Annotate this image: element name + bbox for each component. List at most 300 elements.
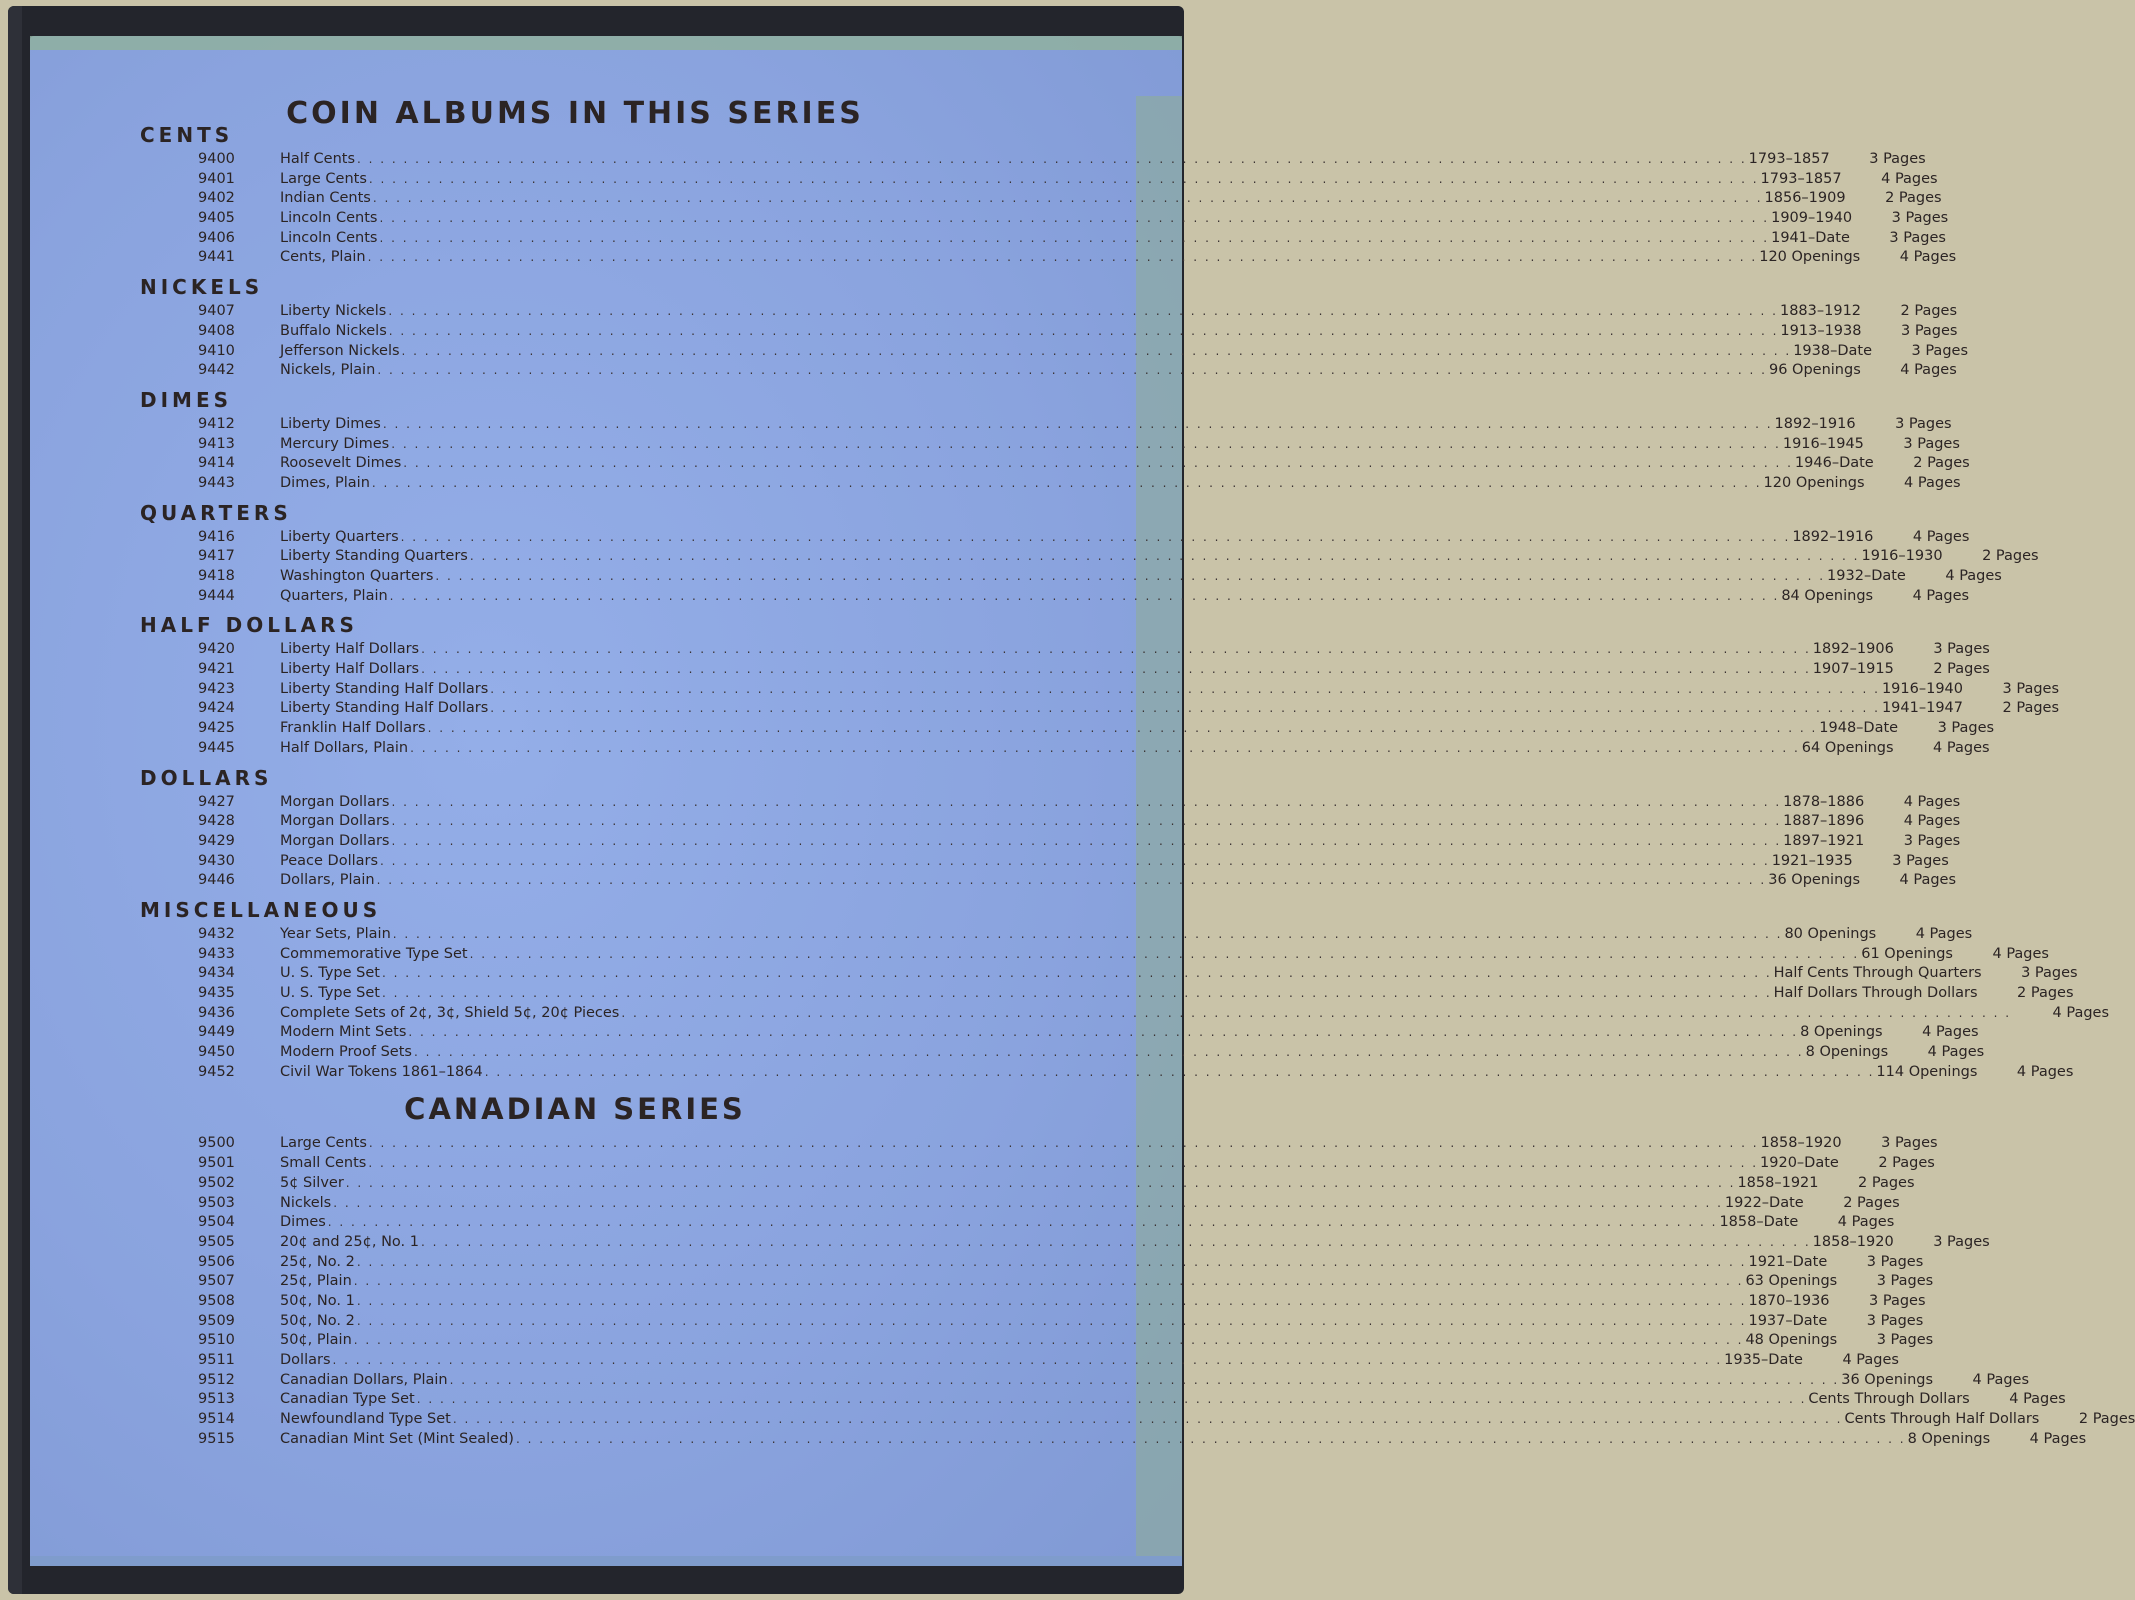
dot-leader: . . . . . . . . . . . . . . . . . . . . . . . . . . . . . . . . . . . . . . . . . . . . . . . . . . . . . . . . . . . . . . . . . . . . . . . . . . . . . . . . . . . . . . . . . . . . . . . . . . . . . . . . . . . . . . . . . . . . . . . . bbox=[388, 304, 1778, 319]
album-pages: 3 Pages bbox=[1903, 832, 1961, 849]
dot-leader: . . . . . . . . . . . . . . . . . . . . . . . . . . . . . . . . . . . . . . . . . . . . . . . . . . . . . . . . . . . . . . . . . . . . . . . . . . . . . . . . . . . . . . . . . . . . . . . . . . . . . . . . . . . . . . . . . . . . . . . . bbox=[410, 740, 1800, 755]
album-pages: 4 Pages bbox=[2009, 1391, 2066, 1408]
album-detail: 8 Openings bbox=[1805, 1044, 1889, 1061]
album-row bbox=[140, 832, 1961, 852]
catalog-content bbox=[140, 94, 2135, 1449]
album-detail: 1858–1920 bbox=[1812, 1233, 1894, 1250]
dot-leader: . . . . . . . . . . . . . . . . . . . . . . . . . . . . . . . . . . . . . . . . . . . . . . . . . . . . . . . . . . . . . . . . . . . . . . . . . . . . . . . . . . . . . . . . . . . . . . . . . . . . . . . . . . . . . . . . . . . . . . . . bbox=[427, 721, 1818, 736]
album-number: 9450 bbox=[198, 1044, 235, 1061]
dot-leader: . . . . . . . . . . . . . . . . . . . . . . . . . . . . . . . . . . . . . . . . . . . . . . . . . . . . . . . . . . . . . . . . . . . . . . . . . . . . . . . . . . . . . . . . . . . . . . . . . . . . . . . . . . . . . . . . . . . . . . . . bbox=[421, 662, 1811, 677]
album-name: Half Cents bbox=[280, 151, 356, 167]
dot-leader: . . . . . . . . . . . . . . . . . . . . . . . . . . . . . . . . . . . . . . . . . . . . . . . . . . . . . . . . . . . . . . . . . . . . . . . . . . . . . . . . . . . . . . . . . . . . . . . . . . . . . . . . . . . . . . . . . . . . . . . . bbox=[490, 701, 1880, 716]
album-row bbox=[140, 454, 1970, 474]
album-detail: 1935–Date bbox=[1724, 1352, 1803, 1368]
album-name: Nickels bbox=[280, 1194, 332, 1211]
album-detail: 120 Openings bbox=[1759, 249, 1861, 266]
album-pages: 2 Pages bbox=[1843, 1194, 1900, 1211]
canadian-series-title: CANADIAN SERIES bbox=[404, 1092, 746, 1127]
album-name: Large Cents bbox=[280, 170, 367, 187]
album-number: 9443 bbox=[198, 474, 235, 491]
dot-leader: . . . . . . . . . . . . . . . . . . . . . . . . . . . . . . . . . . . . . . . . . . . . . . . . . . . . . . . . . . . . . . . . . . . . . . . . . . . . . . . . . . . . . . . . . . . . . . . . . . . . . . . . . . . . . . . . . . . . . . . . bbox=[380, 853, 1770, 868]
dot-leader: . . . . . . . . . . . . . . . . . . . . . . . . . . . . . . . . . . . . . . . . . . . . . . . . . . . . . . . . . . . . . . . . . . . . . . . . . . . . . . . . . . . . . . . . . . . . . . . . . . . . . . . . . . . . . . . . . . . . . . . . bbox=[353, 1274, 1744, 1289]
album-name: Civil War Tokens 1861–1864 bbox=[280, 1063, 483, 1080]
dot-leader: . . . . . . . . . . . . . . . . . . . . . . . . . . . . . . . . . . . . . . . . . . . . . . . . . . . . . . . . . . . . . . . . . . . . . . . . . . . . . . . . . . . . . . . . . . . . . . . . . . . . . . . . . . . . . . . . . . . . . . . . bbox=[368, 171, 1759, 186]
album-name: Jefferson Nickels bbox=[280, 342, 400, 359]
album-row bbox=[140, 719, 1995, 739]
album-detail: 1921–1935 bbox=[1771, 852, 1853, 869]
album-name: 20¢ and 25¢, No. 1 bbox=[280, 1233, 419, 1250]
album-pages: 4 Pages bbox=[1881, 170, 1938, 187]
album-name: Canadian Type Set bbox=[280, 1391, 415, 1408]
album-number: 9445 bbox=[198, 739, 235, 756]
album-name: Morgan Dollars bbox=[280, 813, 390, 830]
section-title: QUARTERS bbox=[140, 500, 292, 525]
album-number: 9501 bbox=[198, 1155, 235, 1172]
album-detail: 1946–Date bbox=[1794, 455, 1874, 472]
album-pages: 3 Pages bbox=[1876, 1332, 1934, 1349]
album-name: Dimes bbox=[280, 1214, 326, 1231]
album-pages: 3 Pages bbox=[1881, 1135, 1938, 1152]
album-name: Quarters, Plain bbox=[280, 587, 388, 604]
album-pages: 2 Pages bbox=[1900, 303, 1958, 320]
album-row bbox=[140, 1213, 1895, 1233]
album-row bbox=[140, 1134, 1938, 1154]
album-detail: 1916–1945 bbox=[1782, 435, 1864, 452]
album-number: 9509 bbox=[198, 1312, 235, 1329]
dot-leader: . . . . . . . . . . . . . . . . . . . . . . . . . . . . . . . . . . . . . . . . . . . . . . . . . . . . . . . . . . . . . . . . . . . . . . . . . . . . . . . . . . . . . . . . . . . . . . . . . . . . . . . . . . . . . . . . . . . . . . . . bbox=[333, 1195, 1723, 1210]
section-group bbox=[140, 610, 2060, 758]
album-row bbox=[140, 984, 2074, 1004]
album-number: 9514 bbox=[198, 1411, 235, 1428]
album-pages: 2 Pages bbox=[1913, 455, 1970, 472]
album-number: 9405 bbox=[198, 210, 235, 227]
album-pages: 4 Pages bbox=[1904, 474, 1961, 491]
page-title: COIN ALBUMS IN THIS SERIES bbox=[286, 96, 864, 131]
album-detail: 114 Openings bbox=[1876, 1063, 1978, 1080]
album-name: Peace Dollars bbox=[280, 852, 379, 869]
album-row bbox=[140, 209, 1949, 229]
album-name: Franklin Half Dollars bbox=[280, 720, 426, 737]
album-detail: 1907–1915 bbox=[1812, 661, 1894, 678]
dot-leader: . . . . . . . . . . . . . . . . . . . . . . . . . . . . . . . . . . . . . . . . . . . . . . . . . . . . . . . . . . . . . . . . . . . . . . . . . . . . . . . . . . . . . . . . . . . . . . . . . . . . . . . . . . . . . . . . . . . . . . . . bbox=[469, 946, 1860, 961]
album-pages: 4 Pages bbox=[1903, 813, 1961, 830]
album-pages: 4 Pages bbox=[1912, 528, 1970, 545]
album-name: Small Cents bbox=[280, 1155, 367, 1172]
album-name: Liberty Half Dollars bbox=[280, 661, 420, 678]
album-name: Newfoundland Type Set bbox=[280, 1411, 451, 1428]
album-row bbox=[140, 640, 1990, 660]
album-detail: 1920–Date bbox=[1760, 1155, 1839, 1172]
album-pages: 3 Pages bbox=[1933, 641, 1990, 658]
album-pages: 2 Pages bbox=[2078, 1411, 2135, 1428]
album-row bbox=[140, 945, 2049, 965]
album-number: 9401 bbox=[198, 170, 235, 187]
album-row bbox=[140, 474, 1961, 494]
dot-leader: . . . . . . . . . . . . . . . . . . . . . . . . . . . . . . . . . . . . . . . . . . . . . . . . . . . . . . . . . . . . . . . . . . . . . . . . . . . . . . . . . . . . . . . . . . . . . . . . . . . . . . . . . . . . . . . . . . . . . . . . bbox=[353, 1333, 1744, 1348]
us-series-sections bbox=[140, 120, 2110, 1082]
album-number: 9433 bbox=[198, 945, 235, 962]
binder-spine bbox=[8, 6, 22, 1594]
album-detail: Half Dollars Through Dollars bbox=[1773, 985, 1978, 1001]
album-detail: 1793–1857 bbox=[1760, 170, 1842, 187]
section-title: HALF DOLLARS bbox=[140, 613, 358, 638]
album-pages: 4 Pages bbox=[1900, 362, 1957, 379]
album-pages: 2 Pages bbox=[1933, 661, 1990, 678]
album-row bbox=[140, 852, 1949, 872]
dot-leader: . . . . . . . . . . . . . . . . . . . . . . . . . . . . . . . . . . . . . . . . . . . . . . . . . . . . . . . . . . . . . . . . . . . . . . . . . . . . . . . . . . . . . . . . . . . . . . . . . . . . . . . . . . . . . . . . . . . . . . . . bbox=[332, 1353, 1723, 1367]
album-row bbox=[140, 189, 1942, 209]
album-pages: 4 Pages bbox=[1992, 945, 2049, 962]
section-group bbox=[140, 895, 2110, 1083]
album-pages: 4 Pages bbox=[2052, 1004, 2110, 1021]
album-name: 50¢, No. 2 bbox=[280, 1312, 355, 1329]
album-row bbox=[140, 415, 1952, 435]
album-name: Canadian Dollars, Plain bbox=[280, 1371, 448, 1388]
album-pages: 3 Pages bbox=[1903, 435, 1960, 452]
album-row bbox=[140, 1063, 2074, 1083]
album-name: Liberty Nickels bbox=[280, 303, 387, 320]
album-detail: 1948–Date bbox=[1819, 720, 1899, 737]
album-detail: 1941–1947 bbox=[1881, 700, 1964, 717]
dot-leader: . . . . . . . . . . . . . . . . . . . . . . . . . . . . . . . . . . . . . . . . . . . . . . . . . . . . . . . . . . . . . . . . . . . . . . . . . . . . . . . . . . . . . . . . . . . . . . . . . . . . . . . . . . . . . . . . . . . . . . . . bbox=[416, 1392, 1807, 1407]
dot-leader: . . . . . . . . . . . . . . . . . . . . . . . . . . . . . . . . . . . . . . . . . . . . . . . . . . . . . . . . . . . . . . . . . . . . . . . . . . . . . . . . . . . . . . . . . . . . . . . . . . . . . . . . . . . . . . . . . . . . . . . . bbox=[621, 1005, 2012, 1020]
album-detail: Cents Through Dollars bbox=[1808, 1391, 1970, 1408]
album-name: Commemorative Type Set bbox=[280, 945, 468, 962]
album-row bbox=[140, 322, 1958, 342]
dot-leader: . . . . . . . . . . . . . . . . . . . . . . . . . . . . . . . . . . . . . . . . . . . . . . . . . . . . . . . . . . . . . . . . . . . . . . . . . . . . . . . . . . . . . . . . . . . . . . . . . . . . . . . . . . . . . . . . . . . . . . . . bbox=[357, 152, 1747, 166]
album-number: 9507 bbox=[198, 1273, 235, 1290]
album-number: 9505 bbox=[198, 1233, 235, 1250]
album-detail: 64 Openings bbox=[1801, 739, 1894, 756]
album-detail: 63 Openings bbox=[1745, 1273, 1838, 1290]
canadian-series-list bbox=[140, 1134, 2135, 1449]
album-row bbox=[140, 1272, 1934, 1292]
album-row bbox=[140, 1351, 1899, 1371]
album-row bbox=[140, 1253, 1924, 1273]
album-detail: 1913–1938 bbox=[1780, 322, 1862, 339]
album-number: 9512 bbox=[198, 1371, 235, 1388]
album-row bbox=[140, 1312, 1924, 1332]
album-name: Large Cents bbox=[280, 1135, 367, 1152]
album-name: Liberty Half Dollars bbox=[280, 641, 420, 658]
album-name: Liberty Quarters bbox=[280, 528, 399, 545]
album-row bbox=[140, 342, 1968, 362]
album-number: 9500 bbox=[198, 1135, 235, 1152]
album-pages: 4 Pages bbox=[1922, 1024, 1979, 1041]
album-detail: 1856–1909 bbox=[1764, 190, 1846, 207]
album-detail: Cents Through Half Dollars bbox=[1844, 1411, 2040, 1428]
album-row bbox=[140, 1410, 2135, 1430]
album-name: Liberty Standing Quarters bbox=[280, 548, 468, 565]
dot-leader: . . . . . . . . . . . . . . . . . . . . . . . . . . . . . . . . . . . . . . . . . . . . . . . . . . . . . . . . . . . . . . . . . . . . . . . . . . . . . . . . . . . . . . . . . . . . . . . . . . . . . . . . . . . . . . . . . . . . . . . . bbox=[388, 323, 1779, 338]
album-detail: Half Cents Through Quarters bbox=[1773, 965, 1982, 982]
album-name: Liberty Standing Half Dollars bbox=[280, 680, 489, 697]
dot-leader: . . . . . . . . . . . . . . . . . . . . . . . . . . . . . . . . . . . . . . . . . . . . . . . . . . . . . . . . . . . . . . . . . . . . . . . . . . . . . . . . . . . . . . . . . . . . . . . . . . . . . . . . . . . . . . . . . . . . . . . . bbox=[379, 211, 1770, 226]
album-row bbox=[140, 1390, 2066, 1410]
album-row bbox=[140, 812, 1961, 832]
album-name: Dimes, Plain bbox=[280, 474, 370, 491]
album-row bbox=[140, 302, 1958, 322]
album-number: 9446 bbox=[198, 872, 235, 889]
album-number: 9413 bbox=[198, 435, 235, 452]
dot-leader: . . . . . . . . . . . . . . . . . . . . . . . . . . . . . . . . . . . . . . . . . . . . . . . . . . . . . . . . . . . . . . . . . . . . . . . . . . . . . . . . . . . . . . . . . . . . . . . . . . . . . . . . . . . . . . . . . . . . . . . . bbox=[469, 549, 1860, 564]
album-number: 9508 bbox=[198, 1292, 235, 1309]
dot-leader: . . . . . . . . . . . . . . . . . . . . . . . . . . . . . . . . . . . . . . . . . . . . . . . . . . . . . . . . . . . . . . . . . . . . . . . . . . . . . . . . . . . . . . . . . . . . . . . . . . . . . . . . . . . . . . . . . . . . . . . . bbox=[371, 475, 1762, 490]
album-number: 9420 bbox=[198, 641, 235, 658]
album-detail: 1878–1886 bbox=[1783, 793, 1865, 810]
section-group bbox=[140, 385, 1970, 494]
section-group bbox=[140, 498, 2039, 607]
album-name: 25¢, No. 2 bbox=[280, 1253, 355, 1270]
album-row bbox=[140, 739, 1990, 759]
album-detail: 80 Openings bbox=[1784, 925, 1877, 942]
page-top-band bbox=[30, 36, 1182, 50]
album-detail: 1916–1930 bbox=[1861, 548, 1943, 565]
album-number: 9513 bbox=[198, 1391, 235, 1408]
dot-leader: . . . . . . . . . . . . . . . . . . . . . . . . . . . . . . . . . . . . . . . . . . . . . . . . . . . . . . . . . . . . . . . . . . . . . . . . . . . . . . . . . . . . . . . . . . . . . . . . . . . . . . . . . . . . . . . . . . . . . . . . bbox=[400, 529, 1791, 544]
album-number: 9412 bbox=[198, 415, 235, 432]
album-number: 9424 bbox=[198, 700, 235, 717]
album-pages: 4 Pages bbox=[1899, 249, 1957, 266]
album-pages: 2 Pages bbox=[1885, 190, 1942, 207]
album-pages: 4 Pages bbox=[1927, 1044, 1985, 1061]
album-pages: 3 Pages bbox=[2021, 965, 2078, 982]
album-row bbox=[140, 1233, 1990, 1253]
album-row bbox=[140, 1331, 1934, 1351]
album-name: Morgan Dollars bbox=[280, 832, 390, 849]
album-name: Half Dollars, Plain bbox=[280, 739, 409, 756]
album-detail: 1870–1936 bbox=[1748, 1292, 1830, 1309]
album-number: 9416 bbox=[198, 528, 235, 545]
album-number: 9423 bbox=[198, 680, 235, 697]
album-pages: 2 Pages bbox=[1878, 1155, 1935, 1172]
dot-leader: . . . . . . . . . . . . . . . . . . . . . . . . . . . . . . . . . . . . . . . . . . . . . . . . . . . . . . . . . . . . . . . . . . . . . . . . . . . . . . . . . . . . . . . . . . . . . . . . . . . . . . . . . . . . . . . . . . . . . . . . bbox=[367, 250, 1758, 265]
album-row bbox=[140, 587, 1970, 607]
album-pages: 3 Pages bbox=[1891, 210, 1949, 227]
album-name: Buffalo Nickels bbox=[280, 322, 387, 339]
dot-leader: . . . . . . . . . . . . . . . . . . . . . . . . . . . . . . . . . . . . . . . . . . . . . . . . . . . . . . . . . . . . . . . . . . . . . . . . . . . . . . . . . . . . . . . . . . . . . . . . . . . . . . . . . . . . . . . . . . . . . . . . bbox=[356, 1254, 1747, 1269]
album-row bbox=[140, 150, 1926, 170]
album-detail: 84 Openings bbox=[1781, 587, 1874, 604]
dot-leader: . . . . . . . . . . . . . . . . . . . . . . . . . . . . . . . . . . . . . . . . . . . . . . . . . . . . . . . . . . . . . . . . . . . . . . . . . . . . . . . . . . . . . . . . . . . . . . . . . . . . . . . . . . . . . . . . . . . . . . . . bbox=[391, 833, 1782, 848]
album-name: Lincoln Cents bbox=[280, 229, 378, 246]
album-row bbox=[140, 793, 1961, 813]
page-bottom-band bbox=[30, 1556, 1182, 1566]
dot-leader: . . . . . . . . . . . . . . . . . . . . . . . . . . . . . . . . . . . . . . . . . . . . . . . . . . . . . . . . . . . . . . . . . . . . . . . . . . . . . . . . . . . . . . . . . . . . . . . . . . . . . . . . . . . . . . . . . . . . . . . . bbox=[484, 1064, 1875, 1079]
album-number: 9429 bbox=[198, 832, 235, 849]
dot-leader: . . . . . . . . . . . . . . . . . . . . . . . . . . . . . . . . . . . . . . . . . . . . . . . . . . . . . . . . . . . . . . . . . . . . . . . . . . . . . . . . . . . . . . . . . . . . . . . . . . . . . . . . . . . . . . . . . . . . . . . . bbox=[327, 1215, 1718, 1230]
album-row bbox=[140, 1194, 1900, 1214]
album-number: 9432 bbox=[198, 925, 235, 942]
album-pages: 4 Pages bbox=[1915, 925, 1973, 942]
album-name: Nickels, Plain bbox=[280, 362, 376, 379]
dot-leader: . . . . . . . . . . . . . . . . . . . . . . . . . . . . . . . . . . . . . . . . . . . . . . . . . . . . . . . . . . . . . . . . . . . . . . . . . . . . . . . . . . . . . . . . . . . . . . . . . . . . . . . . . . . . . . . . . . . . . . . . bbox=[392, 926, 1783, 941]
album-number: 9427 bbox=[198, 793, 235, 810]
album-row bbox=[140, 964, 2078, 984]
dot-leader: . . . . . . . . . . . . . . . . . . . . . . . . . . . . . . . . . . . . . . . . . . . . . . . . . . . . . . . . . . . . . . . . . . . . . . . . . . . . . . . . . . . . . . . . . . . . . . . . . . . . . . . . . . . . . . . . . . . . . . . . bbox=[345, 1175, 1736, 1190]
album-row bbox=[140, 660, 1990, 680]
album-number: 9414 bbox=[198, 455, 235, 472]
album-name: Lincoln Cents bbox=[280, 210, 378, 227]
dot-leader: . . . . . . . . . . . . . . . . . . . . . . . . . . . . . . . . . . . . . . . . . . . . . . . . . . . . . . . . . . . . . . . . . . . . . . . . . . . . . . . . . . . . . . . . . . . . . . . . . . . . . . . . . . . . . . . . . . . . . . . . bbox=[421, 642, 1811, 657]
album-pages: 4 Pages bbox=[1945, 568, 2002, 584]
dot-leader: . . . . . . . . . . . . . . . . . . . . . . . . . . . . . . . . . . . . . . . . . . . . . . . . . . . . . . . . . . . . . . . . . . . . . . . . . . . . . . . . . . . . . . . . . . . . . . . . . . . . . . . . . . . . . . . . . . . . . . . . bbox=[391, 794, 1782, 809]
album-detail: 1941–Date bbox=[1771, 229, 1850, 246]
album-number: 9408 bbox=[198, 322, 235, 339]
album-row bbox=[140, 361, 1957, 381]
album-detail: 1897–1921 bbox=[1783, 832, 1865, 849]
album-pages: 3 Pages bbox=[1895, 415, 1952, 432]
album-name: 50¢, Plain bbox=[280, 1332, 352, 1349]
section-group bbox=[140, 120, 1957, 268]
section-group bbox=[140, 763, 1961, 891]
dot-leader: . . . . . . . . . . . . . . . . . . . . . . . . . . . . . . . . . . . . . . . . . . . . . . . . . . . . . . . . . . . . . . . . . . . . . . . . . . . . . . . . . . . . . . . . . . . . . . . . . . . . . . . . . . . . . . . . . . . . . . . . bbox=[391, 436, 1781, 451]
album-name: Year Sets, Plain bbox=[280, 925, 391, 942]
album-detail: 1858–1920 bbox=[1760, 1135, 1842, 1152]
album-number: 9506 bbox=[198, 1253, 235, 1270]
album-pages: 4 Pages bbox=[1899, 872, 1957, 889]
dot-leader: . . . . . . . . . . . . . . . . . . . . . . . . . . . . . . . . . . . . . . . . . . . . . . . . . . . . . . . . . . . . . . . . . . . . . . . . . . . . . . . . . . . . . . . . . . . . . . . . . . . . . . . . . . . . . . . . . . . . . . . . bbox=[368, 1136, 1759, 1151]
album-number: 9421 bbox=[198, 661, 235, 678]
album-number: 9515 bbox=[198, 1430, 235, 1447]
album-pages: 3 Pages bbox=[1866, 1312, 1924, 1329]
album-pages: 4 Pages bbox=[1972, 1371, 2030, 1388]
album-pages: 4 Pages bbox=[1837, 1214, 1895, 1231]
album-number: 9425 bbox=[198, 720, 235, 737]
album-detail: 1916–1940 bbox=[1881, 680, 1964, 697]
section-title: DOLLARS bbox=[140, 765, 273, 790]
album-pages: 2 Pages bbox=[2002, 700, 2060, 717]
album-name: Dollars bbox=[280, 1352, 331, 1368]
album-detail: 1909–1940 bbox=[1771, 210, 1853, 227]
album-name: Canadian Mint Set (Mint Sealed) bbox=[280, 1430, 514, 1447]
album-row bbox=[140, 699, 2060, 719]
album-binder bbox=[8, 6, 2135, 1594]
album-number: 9407 bbox=[198, 303, 235, 320]
album-pages: 3 Pages bbox=[1892, 852, 1949, 869]
album-number: 9400 bbox=[198, 151, 235, 167]
album-detail: 1858–Date bbox=[1719, 1214, 1799, 1231]
album-name: Complete Sets of 2¢, 3¢, Shield 5¢, 20¢ Pieces bbox=[280, 1004, 620, 1021]
album-row bbox=[140, 1154, 1935, 1174]
album-name: Indian Cents bbox=[280, 190, 371, 207]
album-detail: 1892–1906 bbox=[1812, 641, 1894, 658]
album-name: U. S. Type Set bbox=[280, 985, 380, 1001]
album-number: 9434 bbox=[198, 965, 235, 982]
album-detail: 1887–1896 bbox=[1783, 813, 1865, 830]
album-detail: 1793–1857 bbox=[1748, 151, 1830, 167]
dot-leader: . . . . . . . . . . . . . . . . . . . . . . . . . . . . . . . . . . . . . . . . . . . . . . . . . . . . . . . . . . . . . . . . . . . . . . . . . . . . . . . . . . . . . . . . . . . . . . . . . . . . . . . . . . . . . . . . . . . . . . . . bbox=[389, 588, 1780, 603]
album-pages: 4 Pages bbox=[1842, 1352, 1899, 1368]
album-number: 9503 bbox=[198, 1194, 235, 1211]
album-number: 9449 bbox=[198, 1024, 235, 1041]
album-row bbox=[140, 170, 1938, 190]
album-pages: 4 Pages bbox=[1912, 587, 1970, 604]
section-title: NICKELS bbox=[140, 275, 264, 300]
album-number: 9444 bbox=[198, 587, 235, 604]
album-name: 50¢, No. 1 bbox=[280, 1292, 355, 1309]
dot-leader: . . . . . . . . . . . . . . . . . . . . . . . . . . . . . . . . . . . . . . . . . . . . . . . . . . . . . . . . . . . . . . . . . . . . . . . . . . . . . . . . . . . . . . . . . . . . . . . . . . . . . . . . . . . . . . . . . . . . . . . . bbox=[420, 1234, 1811, 1249]
dot-leader: . . . . . . . . . . . . . . . . . . . . . . . . . . . . . . . . . . . . . . . . . . . . . . . . . . . . . . . . . . . . . . . . . . . . . . . . . . . . . . . . . . . . . . . . . . . . . . . . . . . . . . . . . . . . . . . . . . . . . . . . bbox=[452, 1412, 1843, 1427]
album-row bbox=[140, 1430, 2087, 1450]
album-pages: 3 Pages bbox=[1889, 229, 1946, 246]
dot-leader: . . . . . . . . . . . . . . . . . . . . . . . . . . . . . . . . . . . . . . . . . . . . . . . . . . . . . . . . . . . . . . . . . . . . . . . . . . . . . . . . . . . . . . . . . . . . . . . . . . . . . . . . . . . . . . . . . . . . . . . . bbox=[356, 1313, 1747, 1328]
dot-leader: . . . . . . . . . . . . . . . . . . . . . . . . . . . . . . . . . . . . . . . . . . . . . . . . . . . . . . . . . . . . . . . . . . . . . . . . . . . . . . . . . . . . . . . . . . . . . . . . . . . . . . . . . . . . . . . . . . . . . . . . bbox=[435, 569, 1826, 583]
album-number: 9428 bbox=[198, 813, 235, 830]
album-number: 9436 bbox=[198, 1004, 235, 1021]
album-pages: 2 Pages bbox=[1858, 1174, 1915, 1191]
album-name: Modern Mint Sets bbox=[280, 1024, 407, 1041]
album-pages: 4 Pages bbox=[2029, 1430, 2087, 1447]
catalog-page bbox=[30, 36, 2135, 1566]
album-row bbox=[140, 248, 1957, 268]
album-detail: 1932–Date bbox=[1827, 568, 1906, 584]
album-detail: 1892–1916 bbox=[1792, 528, 1874, 545]
album-detail: 96 Openings bbox=[1768, 362, 1861, 379]
dot-leader: . . . . . . . . . . . . . . . . . . . . . . . . . . . . . . . . . . . . . . . . . . . . . . . . . . . . . . . . . . . . . . . . . . . . . . . . . . . . . . . . . . . . . . . . . . . . . . . . . . . . . . . . . . . . . . . . . . . . . . . . bbox=[413, 1045, 1804, 1060]
album-detail: 8 Openings bbox=[1907, 1430, 1991, 1447]
album-number: 9452 bbox=[198, 1063, 235, 1080]
album-detail: 1858–1921 bbox=[1737, 1174, 1819, 1191]
album-row bbox=[140, 547, 2039, 567]
dot-leader: . . . . . . . . . . . . . . . . . . . . . . . . . . . . . . . . . . . . . . . . . . . . . . . . . . . . . . . . . . . . . . . . . . . . . . . . . . . . . . . . . . . . . . . . . . . . . . . . . . . . . . . . . . . . . . . . . . . . . . . . bbox=[490, 681, 1880, 696]
album-number: 9442 bbox=[198, 362, 235, 379]
album-pages: 4 Pages bbox=[1933, 739, 1990, 756]
album-number: 9504 bbox=[198, 1214, 235, 1231]
album-row bbox=[140, 528, 1970, 548]
album-pages: 3 Pages bbox=[1900, 322, 1958, 339]
album-row bbox=[140, 435, 1960, 455]
dot-leader: . . . . . . . . . . . . . . . . . . . . . . . . . . . . . . . . . . . . . . . . . . . . . . . . . . . . . . . . . . . . . . . . . . . . . . . . . . . . . . . . . . . . . . . . . . . . . . . . . . . . . . . . . . . . . . . . . . . . . . . . bbox=[381, 986, 1772, 1000]
album-pages: 3 Pages bbox=[1869, 1292, 1926, 1309]
album-detail: 36 Openings bbox=[1768, 872, 1861, 889]
album-detail: 1938–Date bbox=[1793, 342, 1872, 359]
dot-leader: . . . . . . . . . . . . . . . . . . . . . . . . . . . . . . . . . . . . . . . . . . . . . . . . . . . . . . . . . . . . . . . . . . . . . . . . . . . . . . . . . . . . . . . . . . . . . . . . . . . . . . . . . . . . . . . . . . . . . . . . bbox=[372, 191, 1763, 206]
dot-leader: . . . . . . . . . . . . . . . . . . . . . . . . . . . . . . . . . . . . . . . . . . . . . . . . . . . . . . . . . . . . . . . . . . . . . . . . . . . . . . . . . . . . . . . . . . . . . . . . . . . . . . . . . . . . . . . . . . . . . . . . bbox=[449, 1372, 1840, 1387]
dot-leader: . . . . . . . . . . . . . . . . . . . . . . . . . . . . . . . . . . . . . . . . . . . . . . . . . . . . . . . . . . . . . . . . . . . . . . . . . . . . . . . . . . . . . . . . . . . . . . . . . . . . . . . . . . . . . . . . . . . . . . . . bbox=[408, 1025, 1799, 1040]
dot-leader: . . . . . . . . . . . . . . . . . . . . . . . . . . . . . . . . . . . . . . . . . . . . . . . . . . . . . . . . . . . . . . . . . . . . . . . . . . . . . . . . . . . . . . . . . . . . . . . . . . . . . . . . . . . . . . . . . . . . . . . . bbox=[515, 1431, 1906, 1446]
album-detail: 36 Openings bbox=[1841, 1371, 1934, 1388]
dot-leader: . . . . . . . . . . . . . . . . . . . . . . . . . . . . . . . . . . . . . . . . . . . . . . . . . . . . . . . . . . . . . . . . . . . . . . . . . . . . . . . . . . . . . . . . . . . . . . . . . . . . . . . . . . . . . . . . . . . . . . . . bbox=[381, 966, 1772, 981]
album-detail: 8 Openings bbox=[1800, 1024, 1883, 1041]
album-detail: 1921–Date bbox=[1748, 1253, 1828, 1270]
album-detail: 61 Openings bbox=[1861, 945, 1953, 962]
album-detail: 1883–1912 bbox=[1779, 303, 1862, 320]
album-number: 9410 bbox=[198, 342, 235, 359]
album-name: Morgan Dollars bbox=[280, 793, 390, 810]
album-detail: 48 Openings bbox=[1745, 1332, 1838, 1349]
album-pages: 3 Pages bbox=[1876, 1273, 1934, 1290]
album-pages: 3 Pages bbox=[1911, 342, 1968, 359]
album-name: U. S. Type Set bbox=[280, 965, 380, 982]
album-detail: 120 Openings bbox=[1763, 474, 1865, 491]
album-number: 9402 bbox=[198, 190, 235, 207]
album-name: Roosevelt Dimes bbox=[280, 455, 402, 472]
album-name: 25¢, Plain bbox=[280, 1273, 352, 1290]
album-pages: 3 Pages bbox=[2002, 680, 2060, 697]
dot-leader: . . . . . . . . . . . . . . . . . . . . . . . . . . . . . . . . . . . . . . . . . . . . . . . . . . . . . . . . . . . . . . . . . . . . . . . . . . . . . . . . . . . . . . . . . . . . . . . . . . . . . . . . . . . . . . . . . . . . . . . . bbox=[377, 363, 1767, 378]
album-name: Washington Quarters bbox=[280, 568, 434, 584]
album-row bbox=[140, 925, 1973, 945]
album-row bbox=[140, 567, 2002, 587]
album-pages: 3 Pages bbox=[1933, 1233, 1990, 1250]
album-number: 9502 bbox=[198, 1174, 235, 1191]
section-title: MISCELLANEOUS bbox=[140, 897, 382, 922]
album-number: 9510 bbox=[198, 1332, 235, 1349]
album-number: 9418 bbox=[198, 568, 235, 584]
album-row bbox=[140, 1371, 2030, 1391]
album-pages: 4 Pages bbox=[1903, 793, 1961, 810]
